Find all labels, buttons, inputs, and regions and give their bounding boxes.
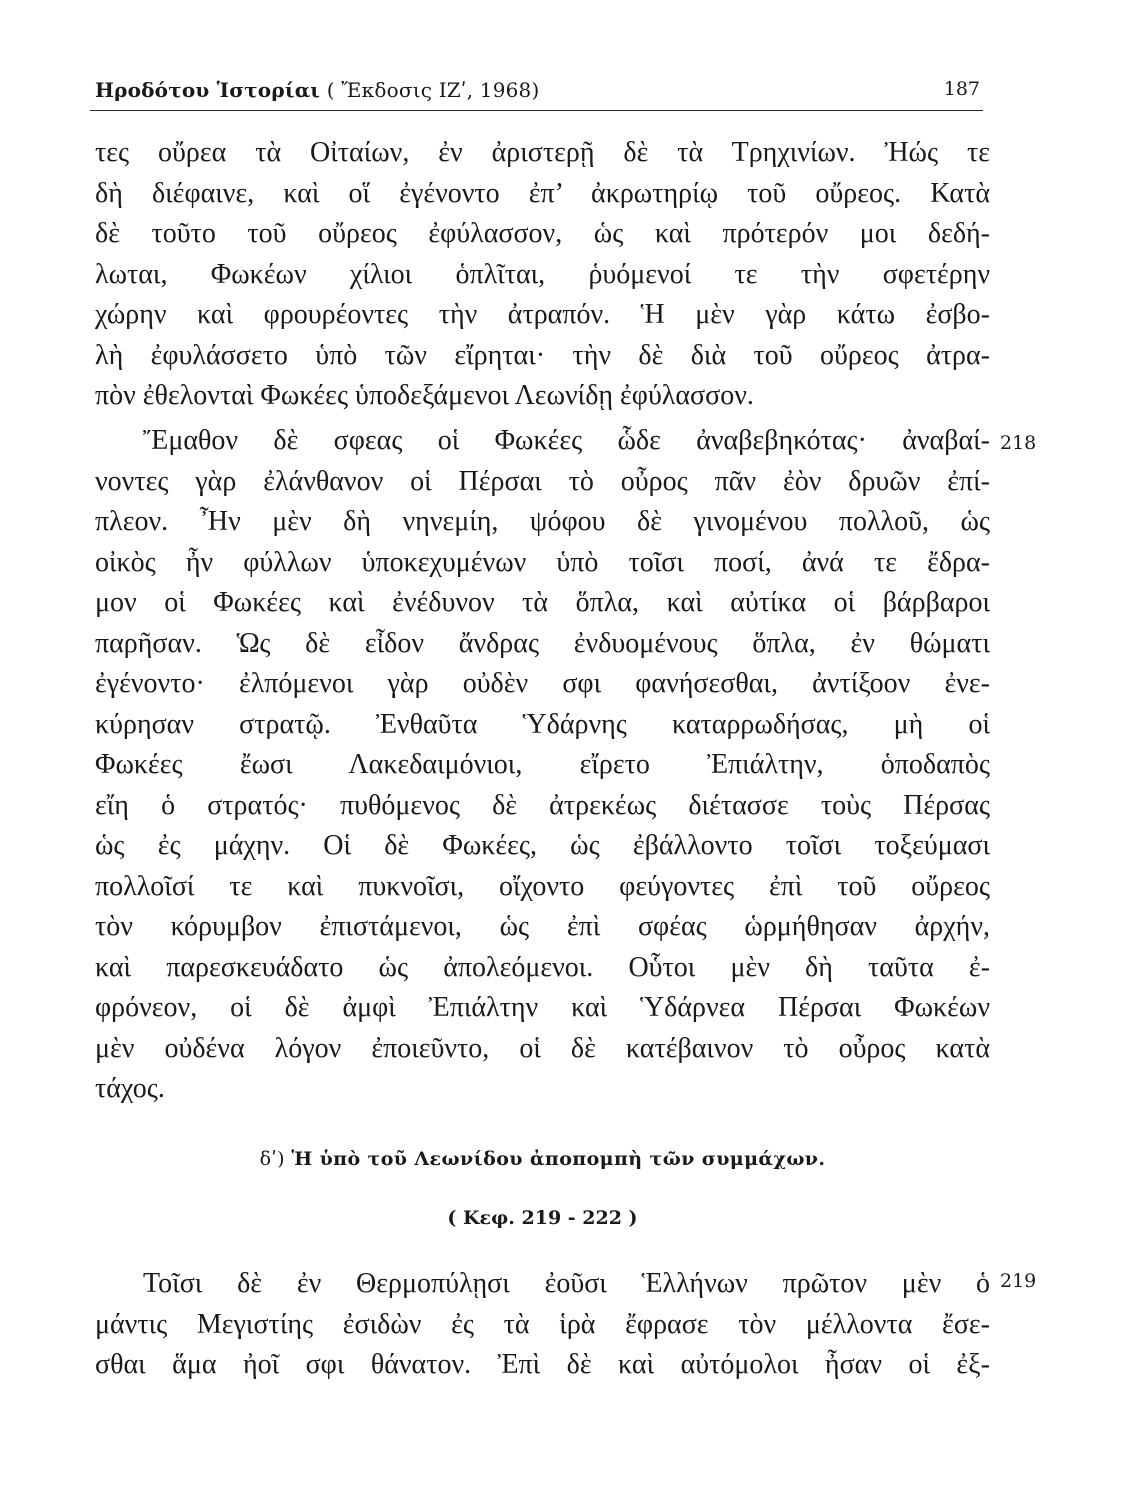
text-line: τὸν κόρυμβον ἐπιστάμενοι, ὡς ἐπὶ σφέας ὡρμήθησαν ἀρχήν,	[95, 911, 990, 942]
paragraph-block-1	[95, 133, 990, 417]
section-title: Ἡ ὑπὸ τοῦ Λεωνίδου ἀποπομπὴ τῶν συμμάχων.	[291, 1148, 826, 1170]
text-line: πὸν ἐθελονταὶ Φωκέες ὑποδεξάμενοι Λεωνίδῃ ἐφύλασσον.	[95, 380, 754, 411]
paragraph-block-3	[95, 1264, 990, 1386]
text-line: δὴ διέφαινε, καὶ οἵ ἐγένοντο ἐπ’ ἀκρωτηρίῳ τοῦ οὔρεος. Κατὰ	[95, 177, 990, 209]
margin-chapter-number: 218	[1000, 432, 1037, 454]
text-line: πλεον. Ἦν μὲν δὴ νηνεμίη, ψόφου δὲ γινομένου πολλοῦ, ὡς	[95, 506, 990, 537]
section-label: δʹ)	[259, 1148, 285, 1170]
edition-note: ( Ἔκδοσις ΙΖʹ, 1968)	[320, 78, 540, 102]
running-title	[95, 78, 540, 102]
text-line: οἰκὸς ἦν φύλλων ὑποκεχυμένων ὑπὸ τοῖσι ποσί, ἀνά τε ἔδρα-	[95, 546, 990, 578]
header-rule	[90, 110, 983, 111]
page-number: 187	[943, 78, 980, 100]
margin-chapter-number: 219	[1000, 1270, 1037, 1292]
text-line: δὲ τοῦτο τοῦ οὔρεος ἐφύλασσον, ὡς καὶ πρότερόν μοι δεδή-	[95, 218, 990, 249]
section-heading	[95, 1148, 990, 1170]
text-line: ἐγένοντο· ἐλπόμενοι γὰρ οὐδὲν σφι φανήσεσθαι, ἀντίξοον ἐνε-	[95, 668, 990, 699]
paragraph-block-2	[95, 421, 990, 1110]
text-line: λωται, Φωκέων χίλιοι ὁπλῖται, ῥυόμενοί τε τὴν σφετέρην	[95, 258, 990, 290]
text-line: κύρησαν στρατῷ. Ἐνθαῦτα Ὑδάρνης καταρρωδήσας, μὴ οἱ	[95, 708, 990, 740]
text-line: τες οὔρεα τὰ Οἰταίων, ἐν ἀριστερῇ δὲ τὰ Τρηχινίων. Ἠώς τε	[95, 137, 990, 168]
text-line: τάχος.	[95, 1073, 165, 1104]
text-line: χώρην καὶ φρουρέοντες τὴν ἀτραπόν. Ἡ μὲν γὰρ κάτω ἐσβο-	[95, 299, 990, 330]
text-line: σθαι ἅμα ἠοῖ σφι θάνατον. Ἐπὶ δὲ καὶ αὐτόμολοι ἦσαν οἱ ἐξ-	[95, 1349, 990, 1380]
text-line: νοντες γὰρ ἐλάνθανον οἱ Πέρσαι τὸ οὖρος πᾶν ἐὸν δρυῶν ἐπί-	[95, 465, 990, 497]
text-line: Ἔμαθον δὲ σφεας οἱ Φωκέες ὧδε ἀναβεβηκότας· ἀναβαί-	[143, 425, 990, 456]
text-line: μον οἱ Φωκέες καὶ ἐνέδυνον τὰ ὅπλα, καὶ αὐτίκα οἱ βάρβαροι	[95, 587, 990, 618]
text-line: μὲν οὐδένα λόγον ἐποιεῦντο, οἱ δὲ κατέβαινον τὸ οὖρος κατὰ	[95, 1032, 990, 1064]
text-line: πολλοῖσί τε καὶ πυκνοῖσι, οἴχοντο φεύγοντες ἐπὶ τοῦ οὔρεος	[95, 870, 990, 902]
book-title: Ηροδότου Ἱστορίαι	[95, 78, 321, 102]
text-line: Φωκέες ἔωσι Λακεδαιμόνιοι, εἴρετο Ἐπιάλτην, ὁποδαπὸς	[95, 749, 990, 780]
chapter-range: ( Κεφ. 219 - 222 )	[447, 1207, 638, 1229]
text-line: καὶ παρεσκευάδατο ὡς ἀπολεόμενοι. Οὗτοι μὲν δὴ ταῦτα ἐ-	[95, 951, 990, 983]
text-line: φρόνεον, οἱ δὲ ἀμφὶ Ἐπιάλτην καὶ Ὑδάρνεα Πέρσαι Φωκέων	[95, 992, 990, 1023]
text-line: λὴ ἐφυλάσσετο ὑπὸ τῶν εἴρηται· τὴν δὲ διὰ τοῦ οὔρεος ἀτρα-	[95, 339, 990, 371]
text-line: παρῆσαν. Ὡς δὲ εἶδον ἄνδρας ἐνδυομένους ὅπλα, ἐν θώματι	[95, 627, 990, 659]
text-line: Τοῖσι δὲ ἐν Θερμοπύλῃσι ἐοῦσι Ἑλλήνων πρῶτον μὲν ὁ	[143, 1268, 990, 1299]
text-line: εἴη ὁ στρατός· πυθόμενος δὲ ἀτρεκέως διέτασσε τοὺς Πέρσας	[95, 789, 990, 821]
running-header	[95, 78, 980, 108]
text-line: ὡς ἐς μάχην. Οἱ δὲ Φωκέες, ὡς ἐβάλλοντο τοῖσι τοξεύμασι	[95, 830, 990, 861]
text-line: μάντις Μεγιστίης ἐσιδὼν ἐς τὰ ἱρὰ ἔφρασε τὸν μέλλοντα ἔσε-	[95, 1308, 990, 1340]
